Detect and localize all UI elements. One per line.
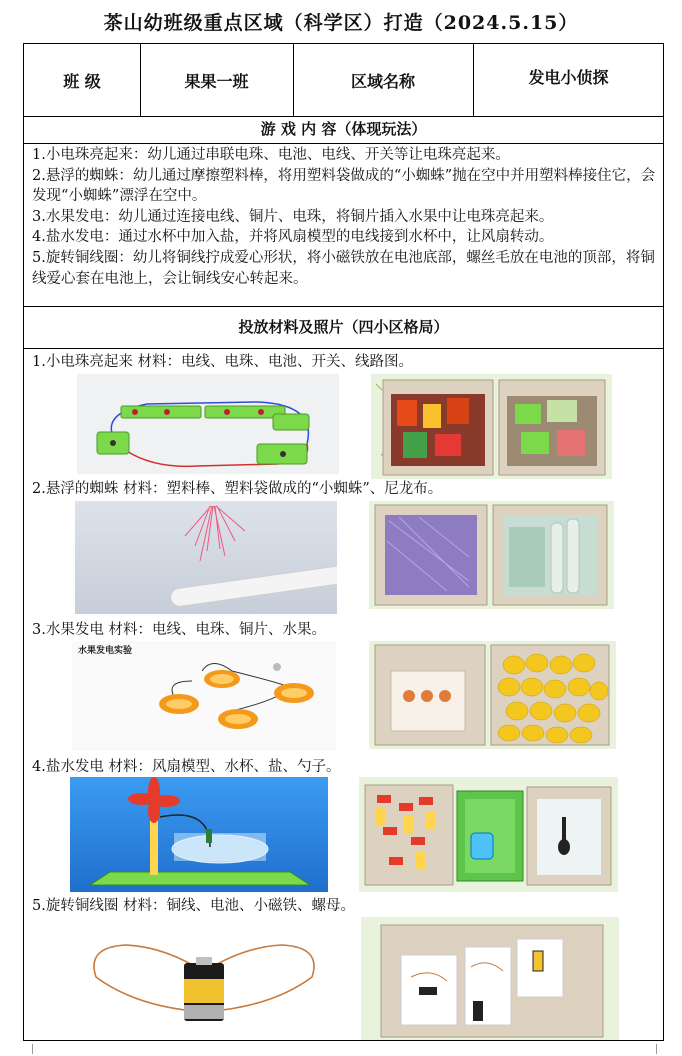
area-label: 区域名称 <box>350 71 415 91</box>
copper-coil-photo <box>76 917 332 1035</box>
material-label: 3.水果发电 材料：电线、电珠、铜片、水果。 <box>32 622 326 638</box>
fruit-photo-caption: 水果发电实验 <box>78 646 133 656</box>
play-item: 3.水果发电：幼儿通过连接电线、铜片、电珠，将铜片插入水果中让电珠亮起来。 <box>32 208 554 225</box>
page-corner-mark <box>656 1044 657 1054</box>
spider-bins-photo <box>369 501 614 609</box>
play-item: 1.小电珠亮起来：幼儿通过串联电珠、电池、电线、开关等让电珠亮起来。 <box>32 147 510 163</box>
material-label: 5.旋转铜线圈 材料：铜线、电池、小磁铁、螺母。 <box>32 898 355 914</box>
page-corner-mark <box>32 1044 33 1054</box>
play-section-heading: 游 戏 内 容（体现玩法） <box>260 120 427 138</box>
class-value: 果果一班 <box>184 71 249 91</box>
materials-section-heading: 投放材料及照片（四小区格局） <box>238 318 449 336</box>
saltwater-bins-photo <box>359 777 618 892</box>
class-label: 班 级 <box>63 71 101 91</box>
play-item: 2.悬浮的蜘蛛：幼儿通过摩擦塑料棒，将用塑料袋做成的“小蜘蛛”抛在空中并用塑料棒接住它，会发现“小蜘蛛”漂浮在空中。 <box>32 167 656 205</box>
play-item: 5.旋转铜线圈：幼儿将铜线拧成爱心形状，将小磁铁放在电池底部，螺丝毛放在电池的顶部，将铜线爱心套在电池上，会让铜线安心转起来。 <box>32 249 655 287</box>
divider <box>24 143 663 144</box>
saltwater-fan-photo <box>70 777 328 892</box>
info-table <box>23 43 664 1041</box>
circuit-bins-photo <box>371 374 612 479</box>
circuit-kit-photo <box>77 374 339 474</box>
coil-bins-photo <box>361 917 619 1040</box>
material-label: 4.盐水发电 材料：风扇模型、水杯、盐、勺子。 <box>32 759 341 775</box>
floating-spider-photo <box>75 501 337 614</box>
divider <box>24 306 663 307</box>
material-label: 1.小电珠亮起来 材料：电线、电珠、电池、开关、线路图。 <box>32 354 413 370</box>
divider <box>24 348 663 349</box>
document-title: 茶山幼班级重点区域（科学区）打造（2024.5.15） <box>103 12 579 34</box>
play-content <box>32 145 660 289</box>
play-item: 4.盐水发电：通过水杯中加入盐，并将风扇模型的电线接到水杯中，让风扇转动。 <box>32 229 554 246</box>
material-label: 2.悬浮的蜘蛛 材料：塑料棒、塑料袋做成的“小蜘蛛”、尼龙布。 <box>32 481 443 497</box>
area-value: 发电小侦探 <box>528 67 609 87</box>
fruit-battery-photo <box>72 641 336 751</box>
lemon-bins-photo <box>369 641 616 749</box>
